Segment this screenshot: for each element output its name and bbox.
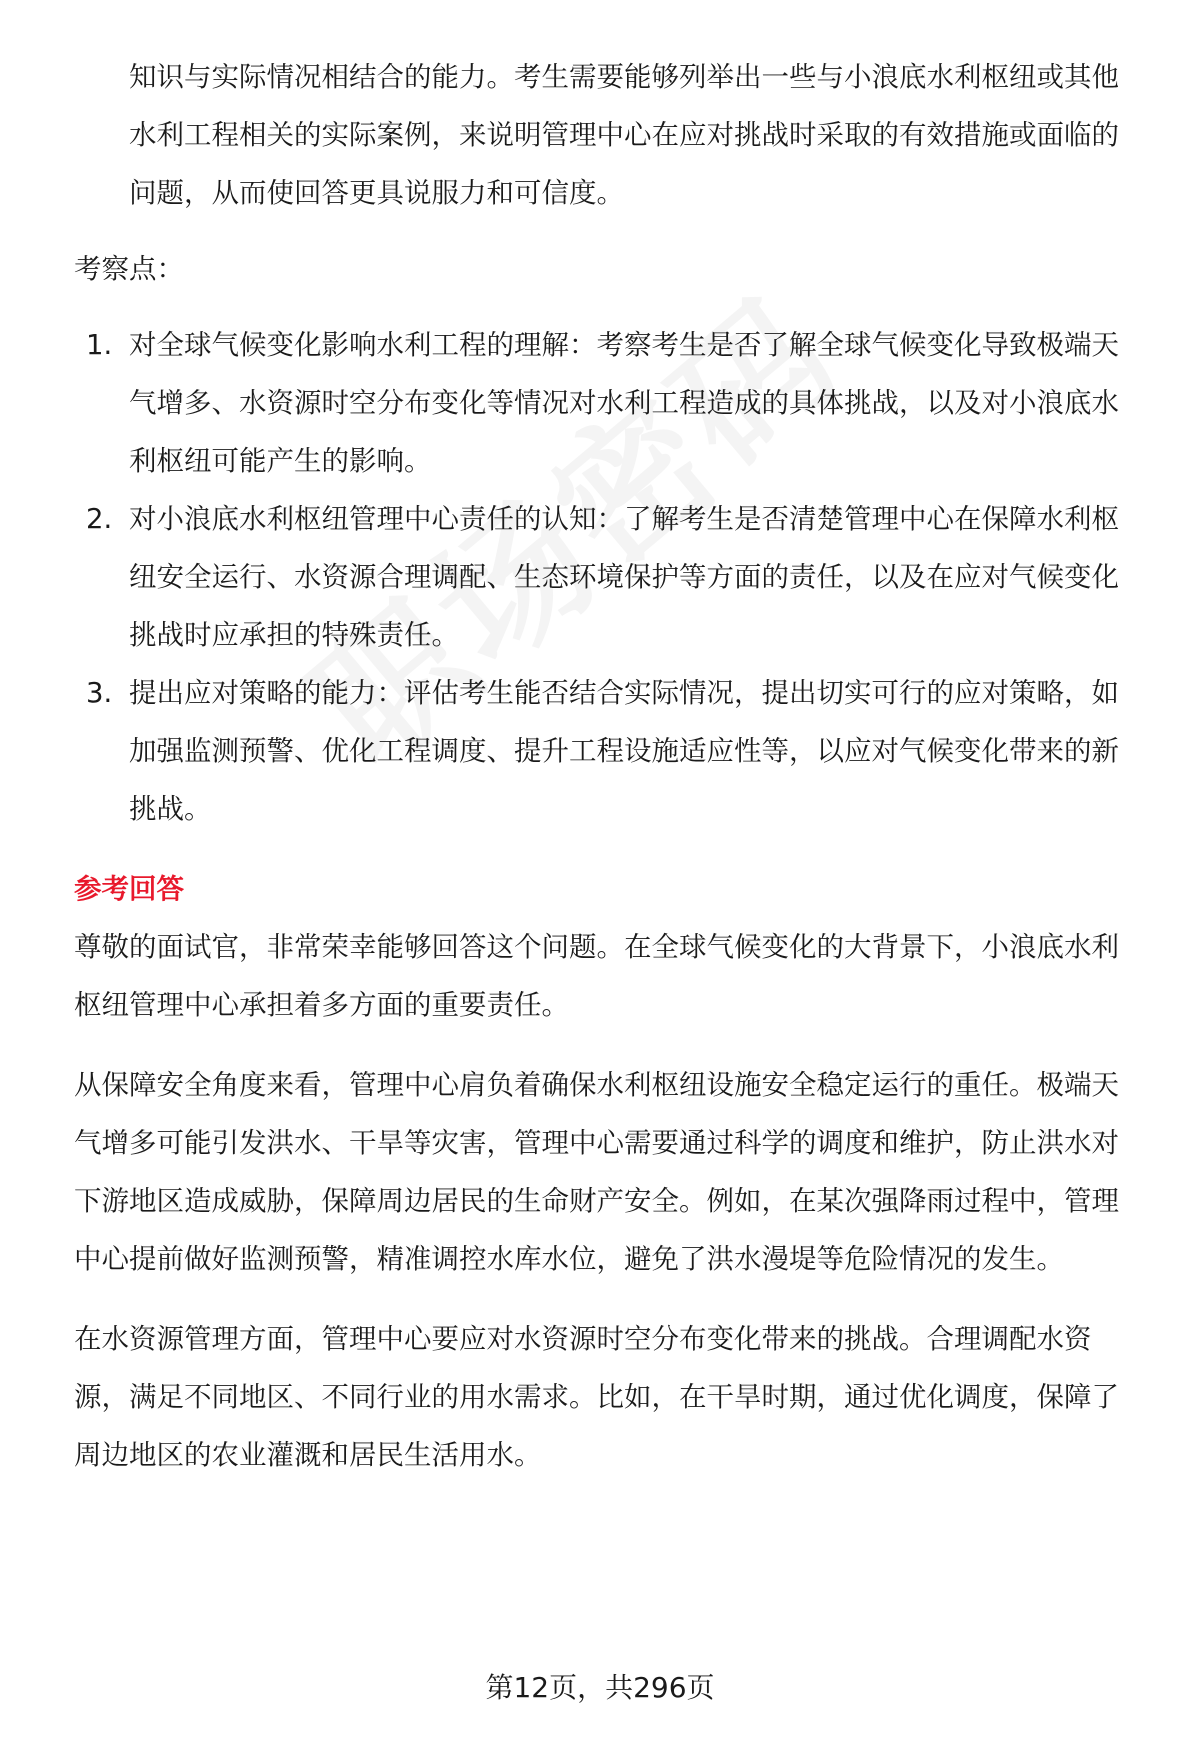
document-body	[74, 48, 1144, 1484]
answer-title: 参考回答	[74, 873, 184, 905]
page-footer: 第12页，共296页	[485, 1671, 715, 1704]
list-item	[74, 490, 1144, 664]
list-number: 1.	[86, 329, 113, 361]
answer-paragraph: 从保障安全角度来看，管理中心肩负着确保水利枢纽设施安全稳定运行的重任。极端天气增多可能引发洪水、干旱等灾害，管理中心需要通过科学的调度和维护，防止洪水对下游地区造成威胁，保障周边居民的生命财产安全。例如，在某次强降雨过程中，管理中心提前做好监测预警，精准调控水库水位，避免了洪水漫堤等危险情况的发生。	[74, 1069, 1119, 1275]
list-item-text: 对小浪底水利枢纽管理中心责任的认知：了解考生是否清楚管理中心在保障水利枢纽安全运行、水资源合理调配、生态环境保护等方面的责任，以及在应对气候变化挑战时应承担的特殊责任。	[129, 503, 1119, 651]
answer-paragraph: 在水资源管理方面，管理中心要应对水资源时空分布变化带来的挑战。合理调配水资源，满足不同地区、不同行业的用水需求。比如，在干旱时期，通过优化调度，保障了周边地区的农业灌溉和居民生活用水。	[74, 1323, 1119, 1471]
list-item-text: 对全球气候变化影响水利工程的理解：考察考生是否了解全球气候变化导致极端天气增多、水资源时空分布变化等情况对水利工程造成的具体挑战，以及对小浪底水利枢纽可能产生的影响。	[129, 329, 1119, 477]
continuation-paragraph: 知识与实际情况相结合的能力。考生需要能够列举出一些与小浪底水利枢纽或其他水利工程相关的实际案例，来说明管理中心在应对挑战时采取的有效措施或面临的问题，从而使回答更具说服力和可信度。	[129, 61, 1119, 209]
list-number: 2.	[86, 503, 113, 535]
points-list	[74, 316, 1144, 838]
answer-paragraph: 尊敬的面试官，非常荣幸能够回答这个问题。在全球气候变化的大背景下，小浪底水利枢纽管理中心承担着多方面的重要责任。	[74, 931, 1119, 1021]
points-label: 考察点：	[74, 253, 184, 285]
list-number: 3.	[86, 677, 113, 709]
list-item-text: 提出应对策略的能力：评估考生能否结合实际情况，提出切实可行的应对策略，如加强监测预警、优化工程调度、提升工程设施适应性等，以应对气候变化带来的新挑战。	[129, 677, 1119, 825]
list-item	[74, 664, 1144, 838]
list-item	[74, 316, 1144, 490]
